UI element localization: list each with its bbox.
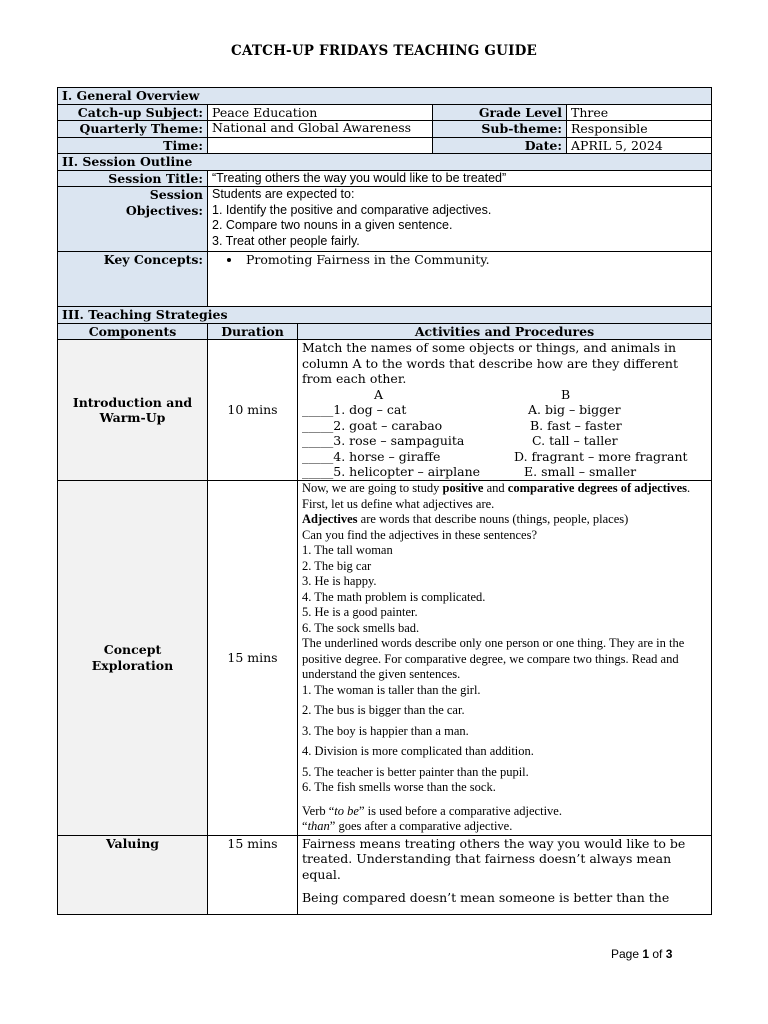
match-item-b: C. tall – taller — [532, 433, 618, 448]
valuing-row — [58, 835, 712, 914]
positive-example: 2. The big car — [302, 558, 372, 573]
concept-component-line-2: Exploration — [91, 657, 174, 673]
match-item — [302, 449, 707, 465]
session-heading-row — [58, 154, 712, 171]
note-to-be-italic: to be — [334, 803, 359, 818]
overview-heading-row — [58, 88, 712, 105]
valuing-activities — [298, 835, 712, 914]
concept-intro-bold-1: positive — [442, 481, 484, 495]
session-title-label: Session Title: — [58, 170, 208, 187]
concept-activities — [298, 481, 712, 836]
note-than-italic: than — [307, 819, 330, 833]
comparative-example: 2. The bus is bigger than the car. — [302, 703, 465, 717]
comparative-example: 4. Division is more complicated than addition. — [302, 744, 534, 758]
session-title-value: “Treating others the way you would like to be treated” — [208, 170, 712, 187]
key-concept-item: • Promoting Fairness in the Community. — [242, 252, 707, 268]
column-header-duration: Duration — [208, 323, 298, 340]
concept-intro — [302, 481, 707, 512]
valuing-paragraph: Fairness means treating others the way you would like to be treated. Understanding that fairness doesn’t always mean equal. — [302, 835, 686, 882]
concept-row — [58, 481, 712, 836]
match-item-a: _____1. dog – cat — [302, 402, 407, 417]
match-item — [302, 402, 707, 418]
date-label: Date: — [433, 137, 567, 154]
concept-question: Can you find the adjectives in these sentences? — [302, 527, 537, 542]
valuing-component: Valuing — [58, 835, 208, 914]
section-heading-overview: I. General Overview — [58, 88, 712, 105]
note-than-pre: “ — [302, 819, 308, 833]
match-item-b: A. big – bigger — [528, 402, 621, 417]
note-to-be-post: ” is used before a comparative adjective. — [358, 803, 562, 818]
grade-label: Grade Level — [433, 104, 567, 121]
match-item-b: D. fragrant – more fragrant — [514, 448, 688, 464]
note-to-be-pre: Verb “ — [302, 803, 335, 818]
match-item — [302, 418, 707, 434]
intro-instruction: Match the names of some objects or things, and animals in column A to the words that describe how are they different from each other. — [302, 340, 678, 386]
date-value: APRIL 5, 2024 — [567, 137, 712, 154]
subject-value: Peace Education — [208, 104, 433, 121]
match-column-headers — [302, 387, 707, 403]
comparative-example: 5. The teacher is better painter than the pupil. — [302, 764, 529, 779]
match-item-a: _____3. rose – sampaguita — [302, 433, 465, 448]
concept-component-line-1: Concept — [103, 642, 162, 658]
objective-item: 1. Identify the positive and comparative adjectives. — [212, 202, 492, 217]
theme-value: National and Global Awareness — [208, 121, 433, 138]
document-title: CATCH-UP FRIDAYS TEACHING GUIDE — [231, 43, 537, 59]
match-item — [302, 433, 707, 449]
positive-example: 3. He is happy. — [302, 574, 377, 588]
comparative-example: 3. The boy is happier than a man. — [302, 723, 469, 738]
intro-component-line-1: Introduction and — [72, 394, 193, 410]
positive-example: 1. The tall woman — [302, 543, 393, 557]
grade-value: Three — [567, 104, 712, 121]
match-item-a: _____5. helicopter – airplane — [302, 464, 481, 479]
intro-activities — [298, 340, 712, 481]
match-item-b: E. small – smaller — [524, 464, 637, 479]
section-heading-strategies: III. Teaching Strategies — [58, 307, 712, 324]
positive-example: 5. He is a good painter. — [302, 605, 418, 619]
valuing-duration: 15 mins — [208, 835, 298, 914]
objectives-label-line-1: Session — [149, 187, 203, 202]
adjective-definition-text: are words that describe nouns (things, people, places) — [357, 512, 629, 526]
note-to-be — [302, 804, 707, 820]
session-title-row — [58, 170, 712, 187]
objective-item: 2. Compare two nouns in a given sentence. — [212, 218, 453, 232]
comparative-example: 6. The fish smells worse than the sock. — [302, 780, 496, 794]
valuing-paragraph: Being compared doesn’t mean someone is better than the — [302, 890, 670, 905]
key-concepts-label: Key Concepts: — [58, 252, 208, 307]
concept-intro-bold-2: comparative degrees of adjectives — [507, 481, 688, 495]
column-header-activities: Activities and Procedures — [298, 323, 712, 340]
time-date-row — [58, 137, 712, 154]
column-header-components: Components — [58, 323, 208, 340]
positive-example: 4. The math problem is complicated. — [302, 589, 486, 604]
match-item — [302, 464, 707, 480]
objectives-label-line-2: Objectives: — [125, 202, 203, 218]
page-word: Page — [611, 947, 643, 961]
intro-component — [58, 340, 208, 481]
teaching-guide-table — [57, 87, 712, 915]
column-b-header: B — [561, 386, 571, 402]
theme-row — [58, 121, 712, 138]
match-item-a: _____4. horse – giraffe — [302, 448, 441, 464]
objectives-label — [58, 187, 208, 252]
positive-example: 6. The sock smells bad. — [302, 620, 420, 635]
concept-intro-text-2: and — [483, 481, 508, 495]
subtheme-label: Sub-theme: — [433, 121, 567, 138]
objective-item: 3. Treat other people fairly. — [212, 233, 360, 248]
match-item-a: _____2. goat – carabao — [302, 417, 443, 433]
subtheme-value: Responsible — [567, 121, 712, 138]
intro-component-line-2: Warm-Up — [99, 410, 166, 425]
concept-intro-text-1: Now, we are going to study — [302, 481, 443, 495]
strategies-header-row — [58, 323, 712, 340]
objectives-row — [58, 187, 712, 252]
concept-component — [58, 481, 208, 836]
adjective-term: Adjectives — [302, 512, 358, 526]
subject-label: Catch-up Subject: — [58, 104, 208, 121]
intro-duration: 10 mins — [208, 340, 298, 481]
key-concepts-row — [58, 252, 712, 307]
key-concepts-list — [212, 252, 707, 268]
intro-row — [58, 340, 712, 481]
page-number — [611, 947, 672, 961]
section-heading-session: II. Session Outline — [58, 154, 712, 171]
objectives-list — [208, 187, 712, 252]
theme-label: Quarterly Theme: — [58, 121, 208, 138]
subject-row — [58, 104, 712, 121]
time-label: Time: — [58, 137, 208, 154]
spacer — [302, 796, 707, 804]
concept-duration: 15 mins — [208, 481, 298, 836]
match-item-b: B. fast – faster — [530, 417, 622, 433]
concept-explanation: The underlined words describe only one person or one thing. They are in the positive degree. For comparative degree, we compare two things. Read and understand the given sentences. — [302, 636, 685, 681]
note-than-post: ” goes after a comparative adjective. — [329, 819, 513, 833]
time-value — [208, 137, 433, 154]
spacer — [302, 882, 707, 890]
objectives-intro: Students are expected to: — [212, 187, 355, 201]
key-concepts-cell — [208, 252, 712, 307]
adjective-definition — [302, 512, 707, 528]
of-word: of — [649, 947, 666, 961]
column-a-header: A — [374, 386, 384, 402]
total-pages: 3 — [665, 947, 673, 961]
comparative-example: 1. The woman is taller than the girl. — [302, 682, 481, 697]
concept-intro-text-3: . First, let us define what adjectives are. — [302, 481, 691, 511]
current-page: 1 — [642, 947, 650, 961]
strategies-heading-row — [58, 307, 712, 324]
note-than — [302, 819, 707, 835]
